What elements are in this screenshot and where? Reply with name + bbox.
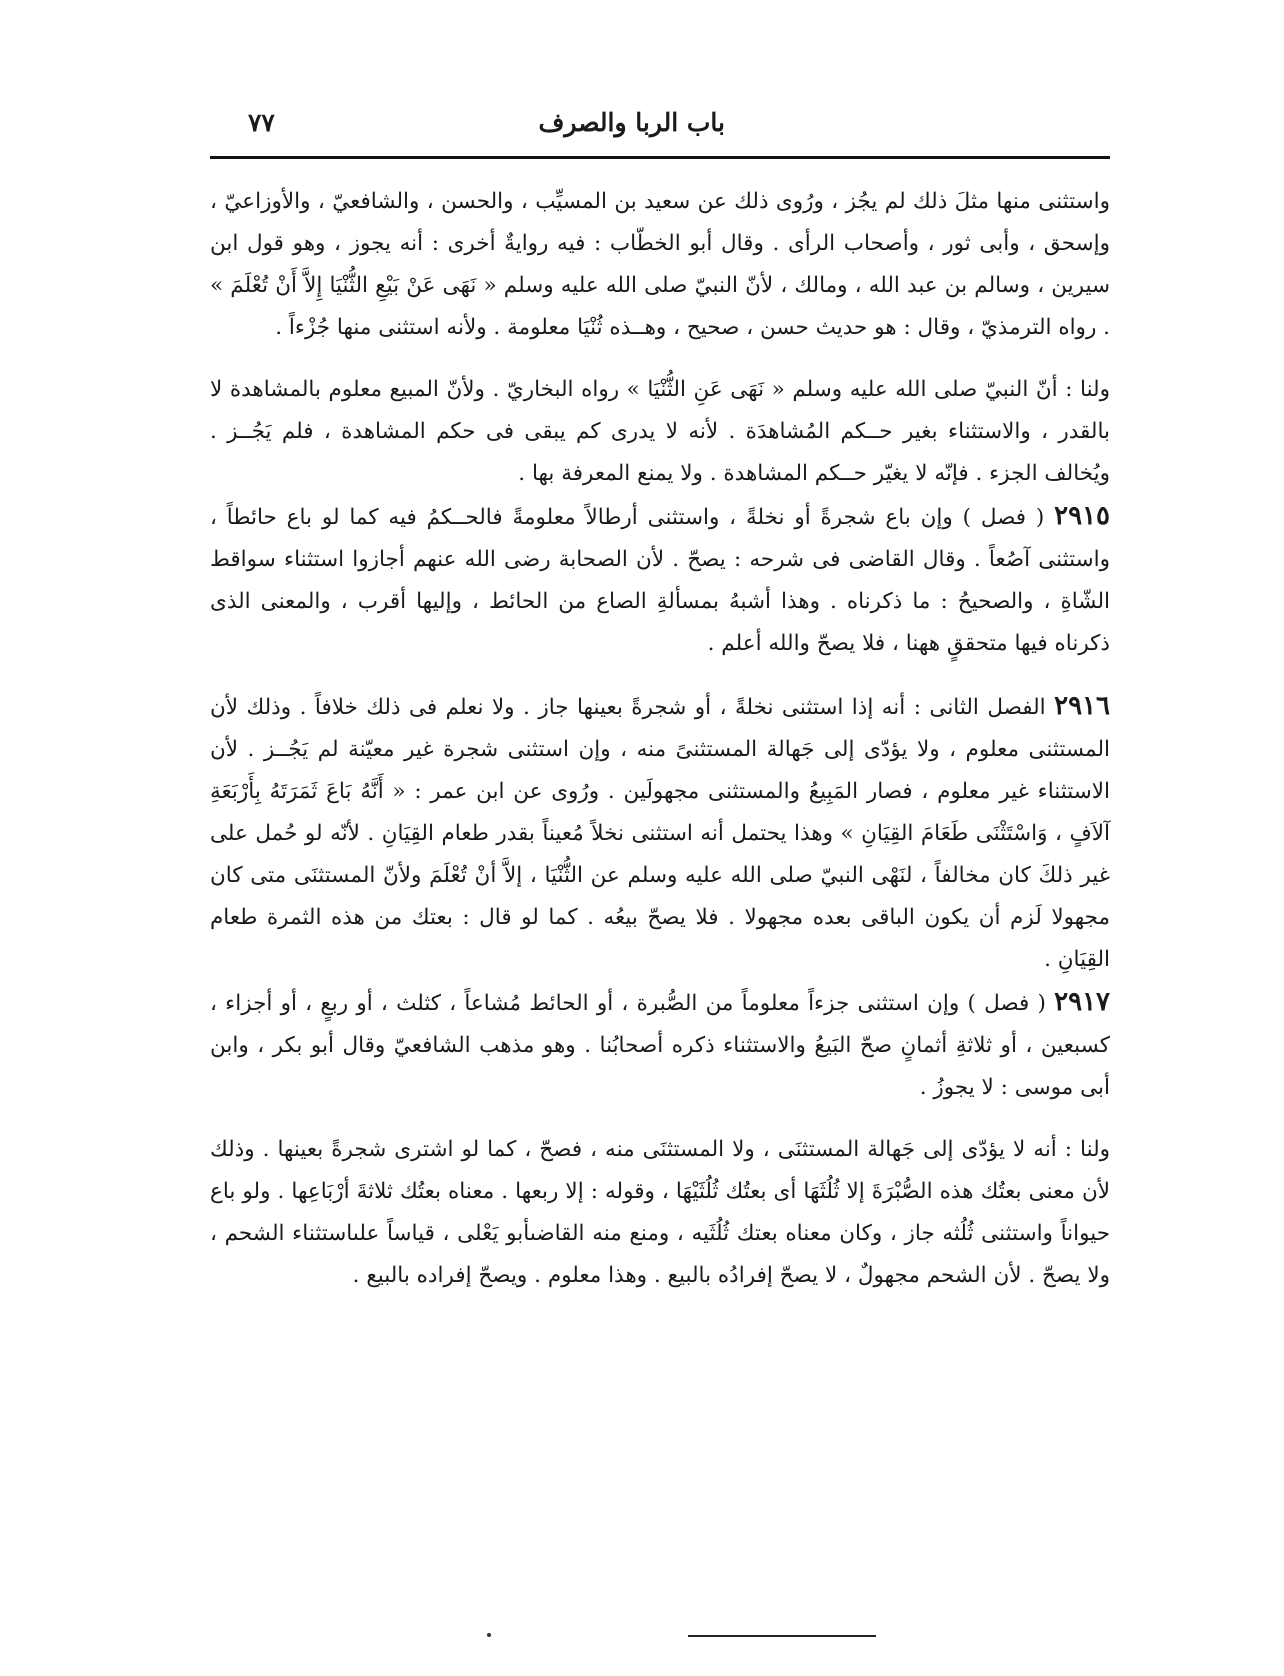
paragraph [210,1129,1110,1297]
body-text [210,181,1110,1297]
paragraph-text: واستثنى منها مثلَ ذلك لم يجُز ، ورُوى ذلك عن سعيد بن المسيِّب ، والحسن ، والشافعيّ ، والأوزاعيّ ، وإسحق ، وأبى ثور ، وأصحاب الرأى . وقال أبو الخطّاب : فيه روايةٌ أخرى : أنه يجوز ، وهو قول ابن سيرين ، وسالم بن عبد الله ، ومالك ، لأنّ النبيّ صلى الله عليه وسلم « نَهَى عَنْ بَيْعِ الثُّنْيَا إِلاَّ أَنْ تُعْلَمَ » . رواه الترمذيّ ، وقال : هو حديث حسن ، صحيح ، وهــذه ثُنْيَا معلومة . ولأنه استثنى منها جُزْءاً . [210,189,1110,340]
page-header [210,100,1110,150]
paragraph-text: ( فصل ) وإن باع شجرةً أو نخلةً ، واستثنى أرطالاً معلومةً فالحــكمُ فيه كما لو باع حائطاً ، واستثنى آصُعاً . وقال القاضى فى شرحه : يصحّ . لأن الصحابة رضى الله عنهم أجازوا استثناء سواقط الشّاةِ ، والصحيحُ : ما ذكرناه . وهذا أشبهُ بمسألةِ الصاع من الحائط ، وإليها أقرب ، والمعنى الذى ذكرناه فيها متحققٍ ههنا ، فلا يصحّ والله أعلم . [210,505,1110,656]
footer-rule [688,1635,876,1637]
paragraph [210,981,1110,1109]
paragraph [210,369,1110,495]
section-number: ٢٩١٥ [1054,501,1110,531]
footer-dot [487,1633,491,1637]
paragraph-text: ولنا : أنّ النبيّ صلى الله عليه وسلم « نَهَى عَنِ الثُّنْيَا » رواه البخاريّ . ولأنّ المبيع معلوم بالمشاهدة لا بالقدر ، والاستثناء بغير حــكم المُشاهدَة . لأنه لا يدرى كم يبقى فى حكم المشاهدة ، فلم يَجُــز . ويُخالف الجزء . فإنّه لا يغيّر حــكم المشاهدة . ولا يمنع المعرفة بها . [210,377,1110,486]
paragraph-text: ( فصل ) وإن استثنى جزءاً معلوماً من الصُّبرة ، أو الحائط مُشاعاً ، كثلث ، أو ربعٍ ، أو أجزاء ، كسبعين ، أو ثلاثةِ أثمانٍ صحّ البَيعُ والاستثناء ذكره أصحابُنا . وهو مذهب الشافعيّ وقال أبو بكر ، وابن أبى موسى : لا يجوزُ . [210,991,1110,1100]
running-title: باب الربا والصرف [538,108,725,137]
page-number: ٧٧ [248,108,275,137]
section-number: ٢٩١٧ [1054,987,1110,1017]
paragraph [210,181,1110,349]
paragraph-text: ولنا : أنه لا يؤدّى إلى جَهالة المستثنَى ، ولا المستثنَى منه ، فصحّ ، كما لو اشترى شجرةً بعينها . وذلك لأن معنى بعتُك هذه الصُّبْرَةَ إلا ثُلُثَهَا أى بعتُك ثُلُثَيْهَا ، وقوله : إلا ربعها . معناه بعتُك ثلاثةَ أرْبَاعِها . ولو باع حيواناً واستثنى ثُلُثه جاز ، وكان معناه بعتك ثُلُثَيه ، ومنع منه القاضىأبو يَعْلى ، قياساً علىاستثناء الشحم ، ولا يصحّ . لأن الشحم مجهولٌ ، لا يصحّ إفرادُه بالبيع . وهذا معلوم . ويصحّ إفراده بالبيع . [210,1137,1110,1288]
paragraph-text: الفصل الثانى : أنه إذا استثنى نخلةً ، أو شجرةً بعينها جاز . ولا نعلم فى ذلك خلافاً . وذلك لأن المستثنى معلوم ، ولا يؤدّى إلى جَهالة المستثنىً منه ، وإن استثنى شجرة غير معيّنة لم يَجُــز . لأن الاستثناء غير معلوم ، فصار المَبِيعُ والمستثنى مجهولَين . ورُوى عن ابن عمر : « أَنَّهُ بَاعَ ثَمَرَتَهُ بِأَرْبَعَةِ آلاَفٍ ، وَاسْتَثْنَى طَعَامَ القِيَانِ » وهذا يحتمل أنه استثنى نخلاً مُعيناً بقدر طعام القِيَانِ . لأنّه لو حُمل على غير ذلكَ كان مخالفاً ، لنَهْى النبيّ صلى الله عليه وسلم عن الثُّنْيَا ، إلاَّ أنْ تُعْلَمَ ولأنّ المستثنَى متى كان مجهولا لَزم أن يكون الباقى بعده مجهولا . فلا يصحّ بيعُه . كما لو قال : بعتك من هذه الثمرة طعام القِيَانِ . [210,695,1110,972]
paragraph [210,495,1110,665]
section-number: ٢٩١٦ [1054,691,1110,721]
page [210,100,1110,1297]
paragraph [210,685,1110,981]
header-rule [210,156,1110,159]
